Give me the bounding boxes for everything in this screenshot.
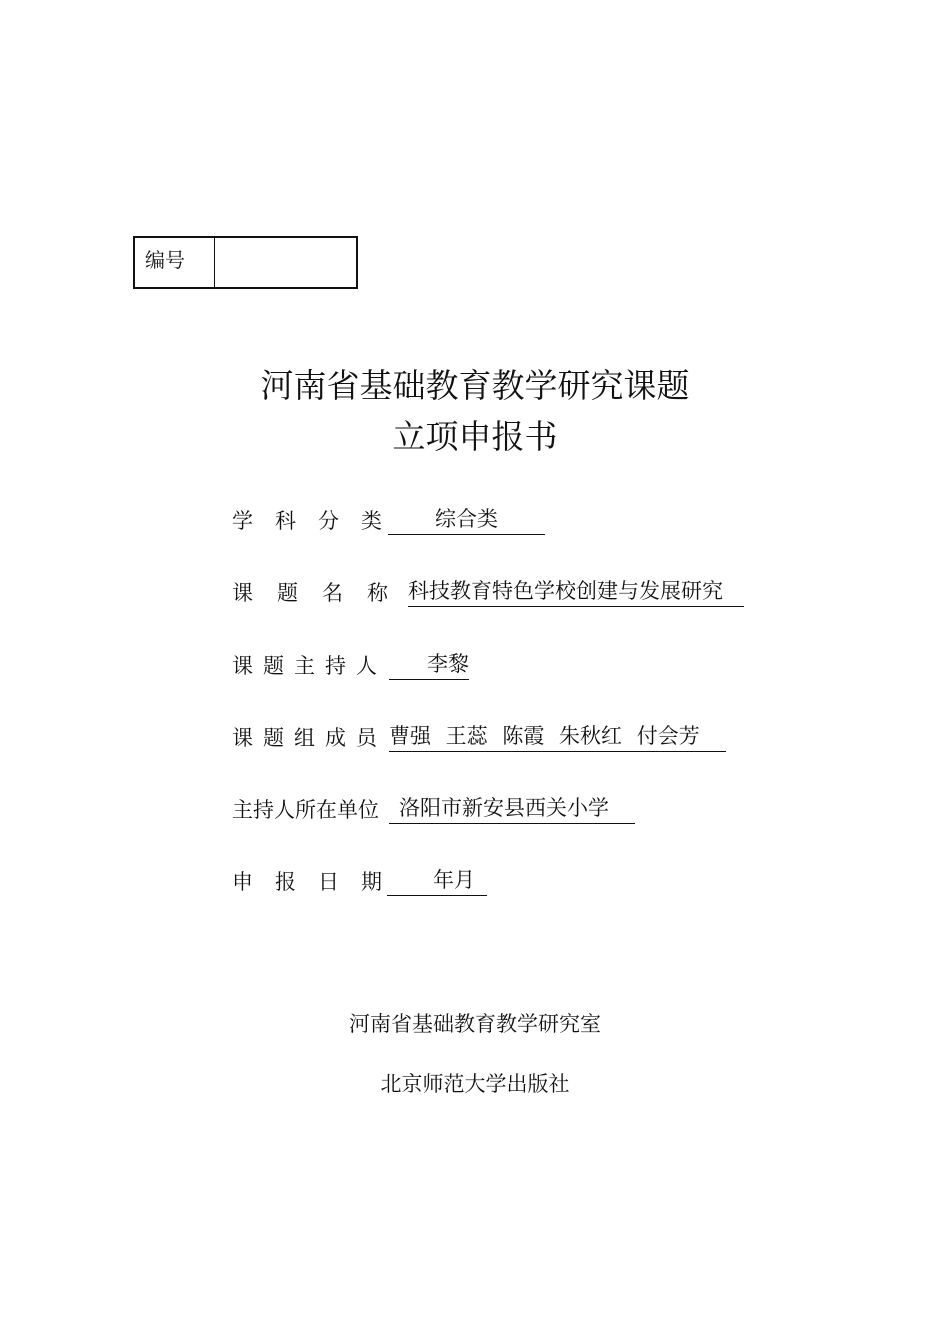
number-label: 编号 [135,238,215,287]
subject-category-row [232,505,545,535]
host-unit-row [232,794,635,824]
number-box [133,236,358,289]
host-unit-field[interactable]: 洛阳市新安县西关小学 [389,794,635,824]
topic-host-field[interactable]: 李黎 [389,650,469,680]
apply-date-label: 申报日期 [232,870,404,894]
host-unit-label: 主持人所在单位 [232,798,379,822]
topic-host-row [232,650,469,680]
publisher: 北京师范大学出版社 [380,1072,570,1096]
topic-members-field[interactable]: 曹强 王蕊 陈霞 朱秋红 付会芳 [389,722,726,752]
topic-name-label: 课题名称 [232,581,412,605]
document-subtitle: 立项申报书 [392,417,558,456]
subject-category-label: 学科分类 [232,509,404,533]
number-field[interactable] [215,238,356,287]
topic-members-row [232,722,726,752]
topic-name-field[interactable]: 科技教育特色学校创建与发展研究 [408,577,744,607]
document-title: 河南省基础教育教学研究课题 [260,366,690,405]
topic-members-label: 课题组成员 [232,726,387,750]
apply-date-row [232,866,487,896]
apply-date-field[interactable]: 年月 [387,866,487,896]
topic-name-row [232,577,744,607]
issuing-organization: 河南省基础教育教学研究室 [349,1012,601,1036]
topic-host-label: 课题主持人 [232,654,387,678]
subject-category-field[interactable]: 综合类 [388,505,545,535]
